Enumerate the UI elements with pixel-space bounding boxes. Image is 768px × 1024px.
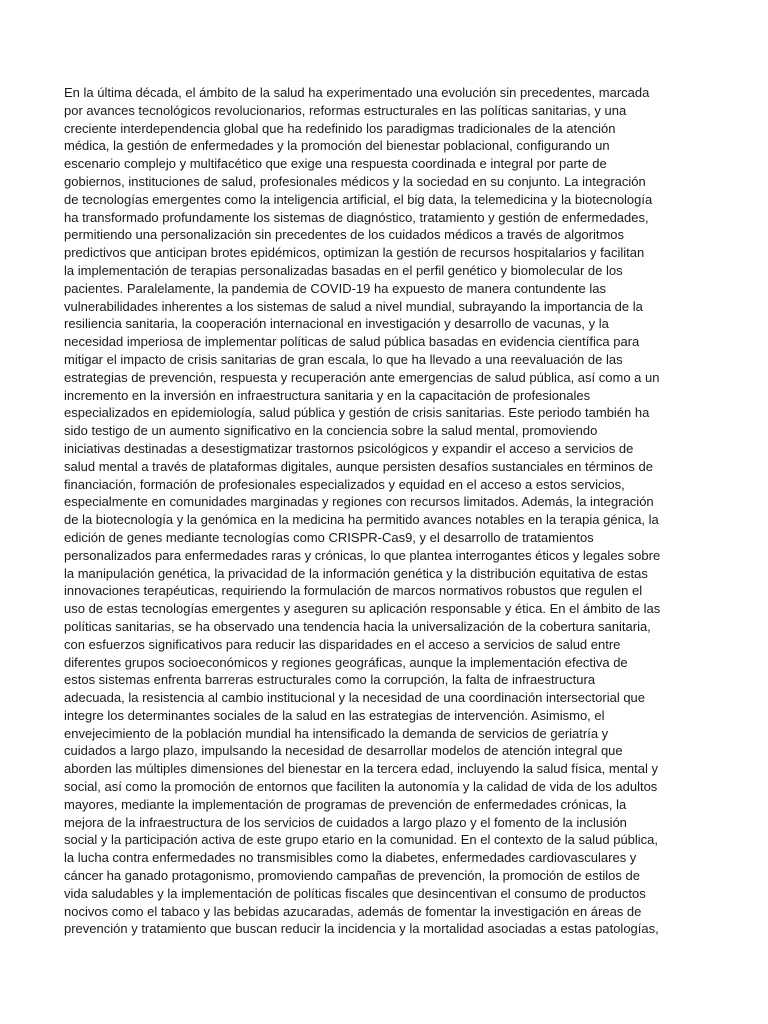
- text-line: gobiernos, instituciones de salud, profesionales médicos y la sociedad en su conjunto. La integración: [64, 173, 646, 189]
- text-line: vida saludables y la implementación de políticas fiscales que desincentivan el consumo de productos: [64, 885, 646, 901]
- text-line: diferentes grupos socioeconómicos y regiones geográficas, aunque la implementación efectiva de: [64, 654, 628, 670]
- text-line: ha transformado profundamente los sistemas de diagnóstico, tratamiento y gestión de enfermedades,: [64, 209, 649, 225]
- text-line: cáncer ha ganado protagonismo, promoviendo campañas de prevención, la promoción de estilos de: [64, 868, 640, 884]
- text-line: incremento en la inversión en infraestructura sanitaria y en la capacitación de profesionales: [64, 387, 591, 403]
- text-line: personalizados para enfermedades raras y crónicas, lo que plantea interrogantes éticos y legales sobre: [64, 547, 661, 563]
- text-line: estos sistemas enfrenta barreras estructurales como la corrupción, la falta de infraestructura: [64, 672, 596, 688]
- text-line: políticas sanitarias, se ha observado una tendencia hacia la universalización de la cobertura sanitaria,: [64, 618, 651, 634]
- body-paragraph: [64, 84, 704, 938]
- text-line: edición de genes mediante tecnologías como CRISPR-Cas9, y el desarrollo de tratamientos: [64, 529, 594, 545]
- text-line: adecuada, la resistencia al cambio institucional y la necesidad de una coordinación intersectorial que: [64, 690, 646, 706]
- text-line: mayores, mediante la implementación de programas de prevención de enfermedades crónicas, la: [64, 796, 627, 812]
- text-line: la manipulación genética, la privacidad de la información genética y la distribución equitativa de estas: [64, 565, 648, 581]
- text-line: con esfuerzos significativos para reducir las disparidades en el acceso a servicios de salud entre: [64, 636, 621, 652]
- text-line: mejora de la infraestructura de los servicios de cuidados a largo plazo y el fomento de la inclusión: [64, 814, 627, 830]
- text-line: médica, la gestión de enfermedades y la promoción del bienestar poblacional, configurando un: [64, 138, 610, 154]
- text-line: social y la participación activa de este grupo etario en la comunidad. En el contexto de la salud pública,: [64, 832, 659, 848]
- text-line: de tecnologías emergentes como la inteligencia artificial, el big data, la telemedicina y la biotecnología: [64, 191, 653, 207]
- text-line: pacientes. Paralelamente, la pandemia de COVID-19 ha expuesto de manera contundente las: [64, 280, 607, 296]
- text-line: uso de estas tecnologías emergentes y aseguren su aplicación responsable y ética. En el ámbito de las: [64, 601, 661, 617]
- text-line: la lucha contra enfermedades no transmisibles como la diabetes, enfermedades cardiovasculares y: [64, 850, 637, 866]
- text-line: la implementación de terapias personalizadas basadas en el perfil genético y biomolecular de los: [64, 262, 623, 278]
- text-line: vulnerabilidades inherentes a los sistemas de salud a nivel mundial, subrayando la importancia de la: [64, 298, 643, 314]
- text-line: necesidad imperiosa de implementar políticas de salud pública basadas en evidencia científica para: [64, 334, 640, 350]
- text-line: integre los determinantes sociales de la salud en las estrategias de intervención. Asimismo, el: [64, 707, 605, 723]
- text-line: creciente interdependencia global que ha redefinido los paradigmas tradicionales de la atención: [64, 120, 616, 136]
- text-line: envejecimiento de la población mundial ha intensificado la demanda de servicios de geriatría y: [64, 725, 609, 741]
- text-line: de la biotecnología y la genómica en la medicina ha permitido avances notables en la terapia génica, la: [64, 512, 659, 528]
- text-line: estrategias de prevención, respuesta y recuperación ante emergencias de salud pública, así como a un: [64, 369, 660, 385]
- text-line: escenario complejo y multifacético que exige una respuesta coordinada e integral por parte de: [64, 156, 607, 172]
- text-line: cuidados a largo plazo, impulsando la necesidad de desarrollar modelos de atención integral que: [64, 743, 623, 759]
- text-line: En la última década, el ámbito de la salud ha experimentado una evolución sin precedentes, marcada: [64, 85, 650, 100]
- text-line: especializados en epidemiología, salud pública y gestión de crisis sanitarias. Este periodo también ha: [64, 405, 650, 421]
- text-line: prevención y tratamiento que buscan reducir la incidencia y la mortalidad asociadas a estas patologías,: [64, 921, 659, 937]
- text-line: especialmente en comunidades marginadas y regiones con recursos limitados. Además, la integración: [64, 494, 654, 510]
- text-line: aborden las múltiples dimensiones del bienestar en la tercera edad, incluyendo la salud física, mental y: [64, 761, 659, 777]
- text-line: resiliencia sanitaria, la cooperación internacional en investigación y desarrollo de vacunas, y la: [64, 316, 609, 332]
- text-line: financiación, formación de profesionales especializados y equidad en el acceso a estos servicios,: [64, 476, 625, 492]
- text-line: innovaciones terapéuticas, requiriendo la formulación de marcos normativos robustos que regulen el: [64, 583, 643, 599]
- text-line: mitigar el impacto de crisis sanitarias de gran escala, lo que ha llevado a una reevaluación de las: [64, 351, 623, 367]
- text-line: nocivos como el tabaco y las bebidas azucaradas, además de fomentar la investigación en áreas de: [64, 903, 642, 919]
- text-line: sido testigo de un aumento significativo en la conciencia sobre la salud mental, promoviendo: [64, 423, 598, 439]
- text-line: permitiendo una personalización sin precedentes de los cuidados médicos a través de algoritmos: [64, 227, 625, 243]
- text-line: salud mental a través de plataformas digitales, aunque persisten desafíos sustanciales en términos de: [64, 458, 653, 474]
- text-line: predictivos que anticipan brotes epidémicos, optimizan la gestión de recursos hospitalarios y facilitan: [64, 245, 645, 261]
- text-line: social, así como la promoción de entornos que faciliten la autonomía y la calidad de vida de los adultos: [64, 779, 658, 795]
- text-line: por avances tecnológicos revolucionarios, reformas estructurales en las políticas sanitarias, y una: [64, 102, 627, 118]
- text-line: iniciativas destinadas a desestigmatizar trastornos psicológicos y expandir el acceso a servicios de: [64, 440, 634, 456]
